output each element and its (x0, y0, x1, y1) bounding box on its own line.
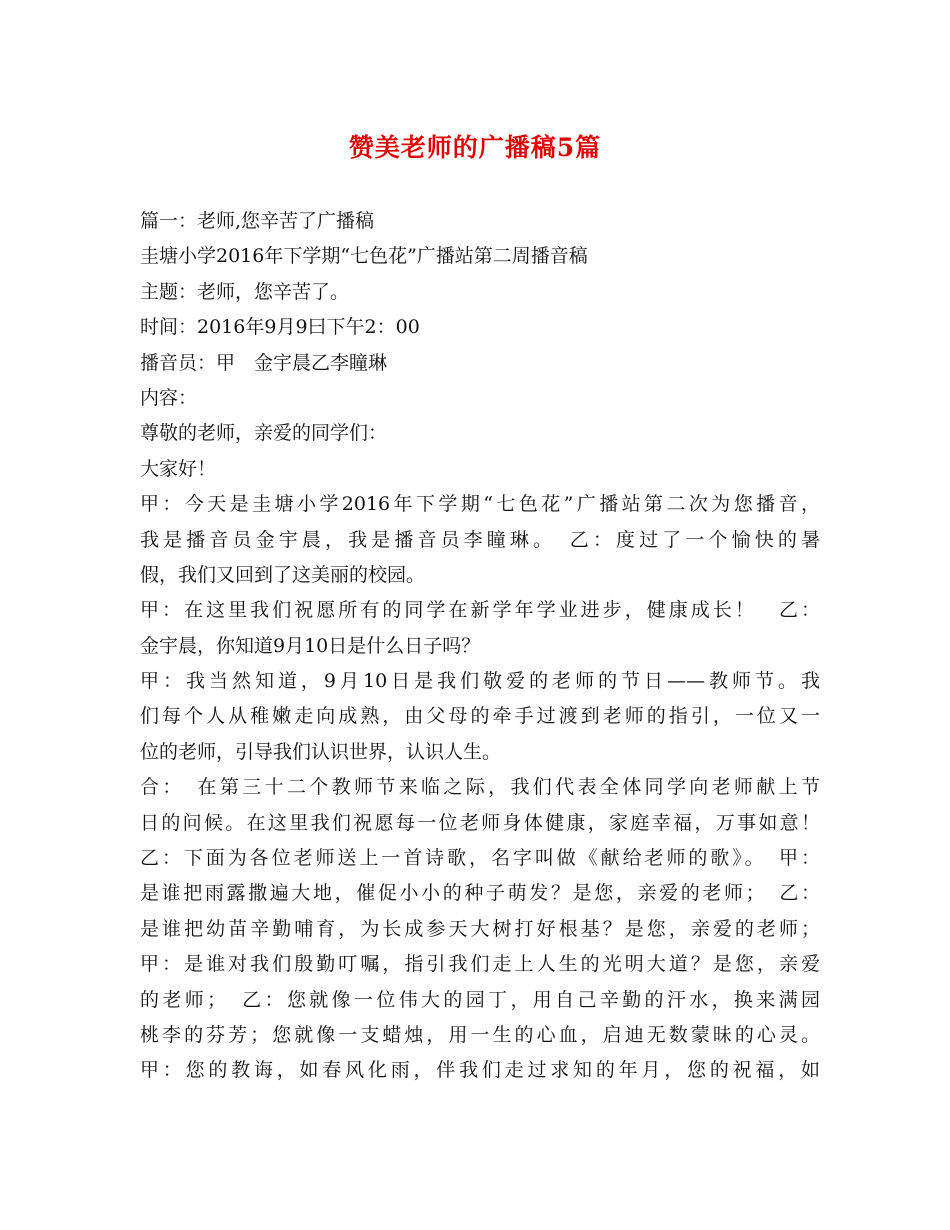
text-line: 乙：下面为各位老师送上一首诗歌，名字叫做《献给老师的歌》。 甲： (140, 847, 820, 870)
text-line: 们每个人从稚嫩走向成熟，由父母的牵手过渡到老师的指引，一位又一 (140, 705, 820, 728)
text-line: 我是播音员金宇晨，我是播音员李瞳琳。 乙：度过了一个愉快的暑 (140, 528, 820, 551)
text-line: 是谁把雨露撒遍大地，催促小小的种子萌发？是您，亲爱的老师； 乙： (140, 882, 820, 905)
text-line: 内容： (140, 386, 198, 409)
text-line: 圭塘小学2016年下学期“七色花”广播站第二周播音稿 (140, 245, 588, 268)
text-line: 播音员：甲 金宇晨乙李瞳琳 (140, 351, 388, 374)
text-line: 甲：我当然知道，9月10日是我们敬爱的老师的节日——教师节。我 (140, 670, 820, 693)
text-line: 假，我们又回到了这美丽的校园。 (140, 563, 426, 586)
text-line: 甲：是谁对我们殷勤叮嘱，指引我们走上人生的光明大道？是您，亲爱 (140, 953, 820, 976)
text-line: 主题：老师，您辛苦了。 (140, 280, 350, 303)
text-line: 篇一：老师,您辛苦了广播稿 (140, 210, 375, 232)
text-line: 合： 在第三十二个教师节来临之际，我们代表全体同学向老师献上节 (140, 776, 820, 799)
text-line: 是谁把幼苗辛勤哺育，为长成参天大树打好根基？是您，亲爱的老师； (140, 917, 820, 940)
text-line: 甲：您的教诲，如春风化雨，伴我们走过求知的年月，您的祝福，如 (140, 1059, 820, 1082)
text-line: 日的问候。在这里我们祝愿每一位老师身体健康，家庭幸福，万事如意！ (140, 811, 820, 834)
text-line: 尊敬的老师，亲爱的同学们： (140, 422, 388, 445)
text-line: 桃李的芬芳；您就像一支蜡烛，用一生的心血，启迪无数蒙昧的心灵。 (140, 1023, 820, 1046)
text-line: 时间：2016年9月9曰下午2：00 (140, 316, 420, 339)
text-line: 位的老师，引导我们认识世界，认识人生。 (140, 740, 502, 763)
text-line: 甲：在这里我们祝愿所有的同学在新学年学业进步，健康成长！ 乙： (140, 599, 820, 622)
text-line: 大家好！ (140, 457, 217, 480)
text-line: 甲：今天是圭塘小学2016年下学期“七色花”广播站第二次为您播音， (140, 493, 820, 516)
text-line: 的老师； 乙：您就像一位伟大的园丁，用自己辛勤的汗水，换来满园 (140, 988, 820, 1011)
document-title: 赞美老师的广播稿5篇 (348, 133, 602, 162)
document-body (140, 204, 820, 1089)
text-line: 金宇晨，你知道9月10日是什么日子吗？ (140, 634, 481, 657)
